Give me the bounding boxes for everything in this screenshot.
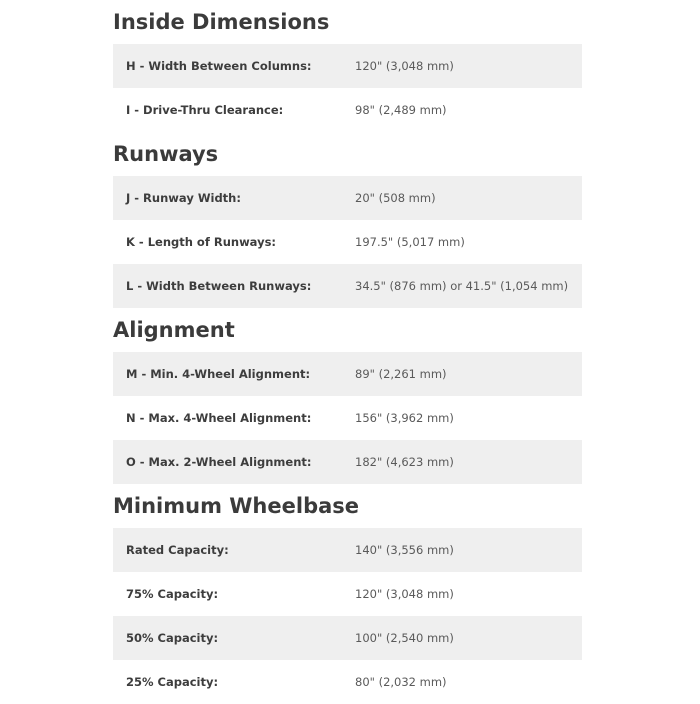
spec-value: 140" (3,556 mm) [355,543,454,557]
spec-row [113,440,582,484]
spec-label: 50% Capacity: [126,631,219,645]
spec-value: 20" (508 mm) [355,191,436,205]
spec-value: 100" (2,540 mm) [355,631,454,645]
spec-row [113,616,582,660]
spec-value: 156" (3,962 mm) [355,411,454,425]
spec-row [113,264,582,308]
spec-row [113,88,582,132]
spec-label: I - Drive-Thru Clearance: [126,103,284,117]
spec-sheet [113,0,582,704]
spec-label: M - Min. 4-Wheel Alignment: [126,367,311,381]
spec-label: Rated Capacity: [126,543,229,557]
spec-label: N - Max. 4-Wheel Alignment: [126,411,312,425]
spec-value: 120" (3,048 mm) [355,587,454,601]
section-title: Runways [113,142,219,166]
spec-value: 34.5" (876 mm) or 41.5" (1,054 mm) [355,279,569,293]
spec-value: 98" (2,489 mm) [355,103,447,117]
spec-row [113,44,582,88]
section-runways [113,132,582,308]
spec-label: H - Width Between Columns: [126,59,312,73]
section-alignment [113,308,582,484]
spec-label: O - Max. 2-Wheel Alignment: [126,455,312,469]
spec-row [113,572,582,616]
spec-row [113,396,582,440]
section-title: Alignment [113,318,235,342]
spec-row [113,220,582,264]
spec-label: 75% Capacity: [126,587,219,601]
spec-value: 197.5" (5,017 mm) [355,235,465,249]
spec-row [113,176,582,220]
spec-value: 182" (4,623 mm) [355,455,454,469]
spec-value: 80" (2,032 mm) [355,675,447,689]
spec-value: 89" (2,261 mm) [355,367,447,381]
section-title: Minimum Wheelbase [113,494,360,518]
spec-row [113,660,582,704]
spec-label: 25% Capacity: [126,675,219,689]
section-inside-dimensions [113,0,582,132]
section-title: Inside Dimensions [113,10,330,34]
spec-row [113,528,582,572]
spec-label: L - Width Between Runways: [126,279,312,293]
spec-label: K - Length of Runways: [126,235,277,249]
section-minimum-wheelbase [113,484,582,704]
spec-row [113,352,582,396]
spec-value: 120" (3,048 mm) [355,59,454,73]
spec-label: J - Runway Width: [126,191,241,205]
